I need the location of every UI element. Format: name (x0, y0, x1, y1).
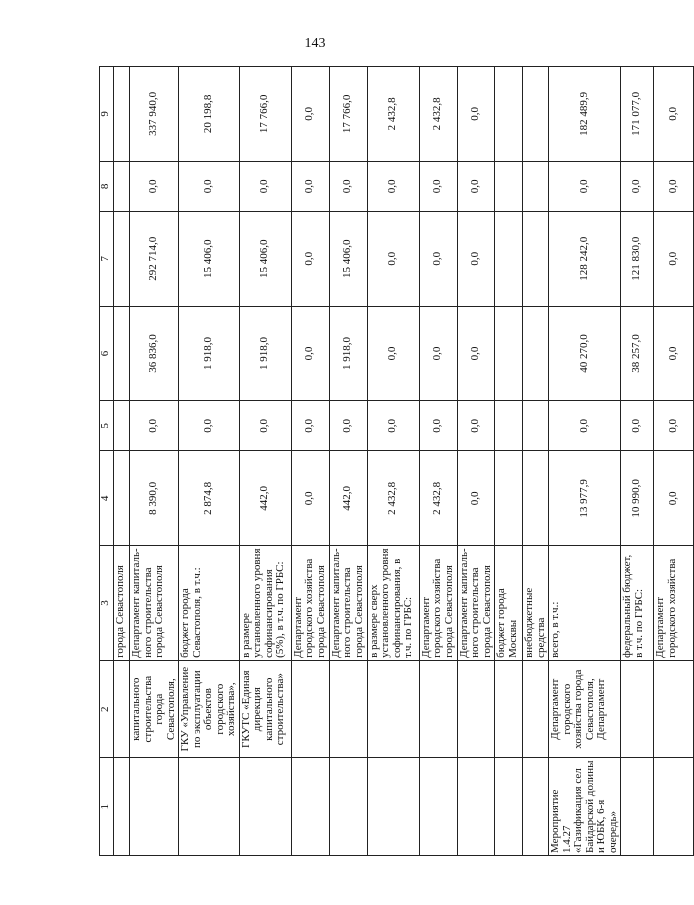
source-cell: Департамент городского хозяйства (654, 546, 694, 661)
table-row (367, 67, 419, 856)
value-cell: 0,0 (654, 161, 694, 211)
value-cell: 1 918,0 (329, 306, 367, 401)
table-row (114, 67, 130, 856)
source-cell: внебюджетные средства (523, 546, 549, 661)
responsible-cell (523, 660, 549, 758)
value-cell (495, 67, 523, 162)
value-cell: 2 432,8 (367, 451, 419, 546)
col-header: 7 (100, 211, 114, 306)
value-cell: 0,0 (457, 401, 495, 451)
value-cell: 1 918,0 (239, 306, 291, 401)
col-header: 8 (100, 161, 114, 211)
value-cell: 15 406,0 (239, 211, 291, 306)
table-row (419, 67, 457, 856)
source-cell: в размере установленного уровня софинансирования (5%), в т.ч. по ГРБС: (239, 546, 291, 661)
value-cell: 0,0 (179, 161, 240, 211)
value-cell: 0,0 (457, 211, 495, 306)
value-cell: 0,0 (654, 451, 694, 546)
value-cell (523, 161, 549, 211)
value-cell (523, 67, 549, 162)
responsible-cell (654, 660, 694, 758)
budget-table (99, 66, 694, 856)
value-cell (114, 401, 130, 451)
value-cell: 0,0 (367, 306, 419, 401)
source-cell: Департамент городского хозяйства города Севастополя (419, 546, 457, 661)
activity-cell (130, 758, 179, 856)
value-cell (495, 306, 523, 401)
value-cell: 0,0 (419, 161, 457, 211)
value-cell: 2 432,8 (419, 451, 457, 546)
responsible-cell: ГКУ «Управление по эксплуатации объектов городского хозяйства», (179, 660, 240, 758)
table-row (654, 67, 694, 856)
value-cell: 40 270,0 (549, 306, 621, 401)
activity-cell (367, 758, 419, 856)
value-cell (495, 211, 523, 306)
value-cell: 2 432,8 (367, 67, 419, 162)
value-cell: 0,0 (621, 401, 654, 451)
activity-cell (523, 758, 549, 856)
value-cell: 0,0 (367, 401, 419, 451)
activity-cell (329, 758, 367, 856)
value-cell: 2 874,8 (179, 451, 240, 546)
value-cell (114, 161, 130, 211)
value-cell: 1 918,0 (179, 306, 240, 401)
value-cell: 0,0 (291, 401, 329, 451)
table-row (239, 67, 291, 856)
value-cell: 292 714,0 (130, 211, 179, 306)
source-cell: Департамент капиталь-ного строительства города Севастополя (130, 546, 179, 661)
activity-cell (621, 758, 654, 856)
col-header: 4 (100, 451, 114, 546)
value-cell (523, 401, 549, 451)
value-cell (114, 306, 130, 401)
value-cell: 0,0 (457, 451, 495, 546)
page-number: 143 (304, 36, 326, 51)
responsible-cell: ГКУТС «Единая дирекция капитального строительства» (239, 660, 291, 758)
value-cell: 0,0 (549, 161, 621, 211)
activity-cell (114, 758, 130, 856)
value-cell: 0,0 (367, 161, 419, 211)
value-cell: 10 990,0 (621, 451, 654, 546)
activity-cell (291, 758, 329, 856)
value-cell: 0,0 (329, 401, 367, 451)
table-row (621, 67, 654, 856)
value-cell: 0,0 (291, 67, 329, 162)
value-cell: 0,0 (329, 161, 367, 211)
value-cell (114, 67, 130, 162)
col-header: 6 (100, 306, 114, 401)
value-cell: 38 257,0 (621, 306, 654, 401)
activity-cell (457, 758, 495, 856)
value-cell: 0,0 (621, 161, 654, 211)
source-cell: города Севастополя (114, 546, 130, 661)
activity-cell (179, 758, 240, 856)
value-cell: 0,0 (291, 306, 329, 401)
responsible-cell (114, 660, 130, 758)
value-cell: 0,0 (654, 67, 694, 162)
value-cell (523, 211, 549, 306)
source-cell: бюджет города Москвы (495, 546, 523, 661)
source-cell: всего, в т.ч.: (549, 546, 621, 661)
value-cell: 0,0 (419, 401, 457, 451)
responsible-cell: Департамент городского хозяйства города Севастополя, Департамент (549, 660, 621, 758)
value-cell: 0,0 (654, 306, 694, 401)
responsible-cell: капитального строительства города Севастополя, (130, 660, 179, 758)
value-cell (523, 451, 549, 546)
value-cell: 442,0 (239, 451, 291, 546)
value-cell: 20 198,8 (179, 67, 240, 162)
value-cell: 0,0 (457, 67, 495, 162)
value-cell: 0,0 (654, 211, 694, 306)
value-cell: 8 390,0 (130, 451, 179, 546)
value-cell: 0,0 (239, 401, 291, 451)
responsible-cell (457, 660, 495, 758)
source-cell: бюджет города Севастополя, в т.ч.: (179, 546, 240, 661)
value-cell: 0,0 (457, 306, 495, 401)
value-cell: 15 406,0 (329, 211, 367, 306)
source-cell: в размере сверх установленного уровня софинансирования, в т.ч. по ГРБС: (367, 546, 419, 661)
rotated-table-frame (99, 66, 679, 856)
table-row (495, 67, 523, 856)
activity-cell: Мероприятие 1.4.27 «Газификация сел Байдарской долины и ЮБК, 6-я очередь» (549, 758, 621, 856)
value-cell: 2 432,8 (419, 67, 457, 162)
activity-cell (654, 758, 694, 856)
value-cell: 0,0 (654, 401, 694, 451)
value-cell: 0,0 (419, 211, 457, 306)
value-cell: 17 766,0 (239, 67, 291, 162)
value-cell: 15 406,0 (179, 211, 240, 306)
value-cell: 0,0 (291, 451, 329, 546)
table-row (291, 67, 329, 856)
rotated-table-content (99, 66, 679, 856)
col-header: 1 (100, 758, 114, 856)
value-cell (523, 306, 549, 401)
col-header: 3 (100, 546, 114, 661)
value-cell: 442,0 (329, 451, 367, 546)
value-cell: 17 766,0 (329, 67, 367, 162)
value-cell (495, 451, 523, 546)
activity-cell (419, 758, 457, 856)
value-cell: 0,0 (549, 401, 621, 451)
col-header: 2 (100, 660, 114, 758)
responsible-cell (367, 660, 419, 758)
value-cell: 0,0 (367, 211, 419, 306)
col-header: 5 (100, 401, 114, 451)
activity-cell (495, 758, 523, 856)
responsible-cell (621, 660, 654, 758)
col-header: 9 (100, 67, 114, 162)
value-cell (495, 401, 523, 451)
responsible-cell (291, 660, 329, 758)
value-cell: 0,0 (239, 161, 291, 211)
source-cell: Департамент городского хозяйства города Севастополя (291, 546, 329, 661)
source-cell: Департамент капиталь-ного строительства города Севастополя (329, 546, 367, 661)
value-cell (114, 211, 130, 306)
value-cell: 0,0 (419, 306, 457, 401)
value-cell: 0,0 (130, 401, 179, 451)
responsible-cell (419, 660, 457, 758)
value-cell: 337 940,0 (130, 67, 179, 162)
value-cell (114, 451, 130, 546)
responsible-cell (495, 660, 523, 758)
value-cell: 0,0 (291, 211, 329, 306)
value-cell: 171 077,0 (621, 67, 654, 162)
value-cell (495, 161, 523, 211)
value-cell: 0,0 (457, 161, 495, 211)
value-cell: 128 242,0 (549, 211, 621, 306)
table-row (130, 67, 179, 856)
activity-cell (239, 758, 291, 856)
value-cell: 0,0 (130, 161, 179, 211)
table-row (457, 67, 495, 856)
table-row (179, 67, 240, 856)
column-number-row (100, 67, 114, 856)
value-cell: 13 977,9 (549, 451, 621, 546)
source-cell: федеральный бюджет, в т.ч. по ГРБС: (621, 546, 654, 661)
value-cell: 0,0 (179, 401, 240, 451)
responsible-cell (329, 660, 367, 758)
value-cell: 0,0 (291, 161, 329, 211)
table-row (549, 67, 621, 856)
value-cell: 182 489,9 (549, 67, 621, 162)
value-cell: 36 836,0 (130, 306, 179, 401)
value-cell: 121 830,0 (621, 211, 654, 306)
table-row (523, 67, 549, 856)
source-cell: Департамент капиталь-ного строительства города Севастополя (457, 546, 495, 661)
table-row (329, 67, 367, 856)
